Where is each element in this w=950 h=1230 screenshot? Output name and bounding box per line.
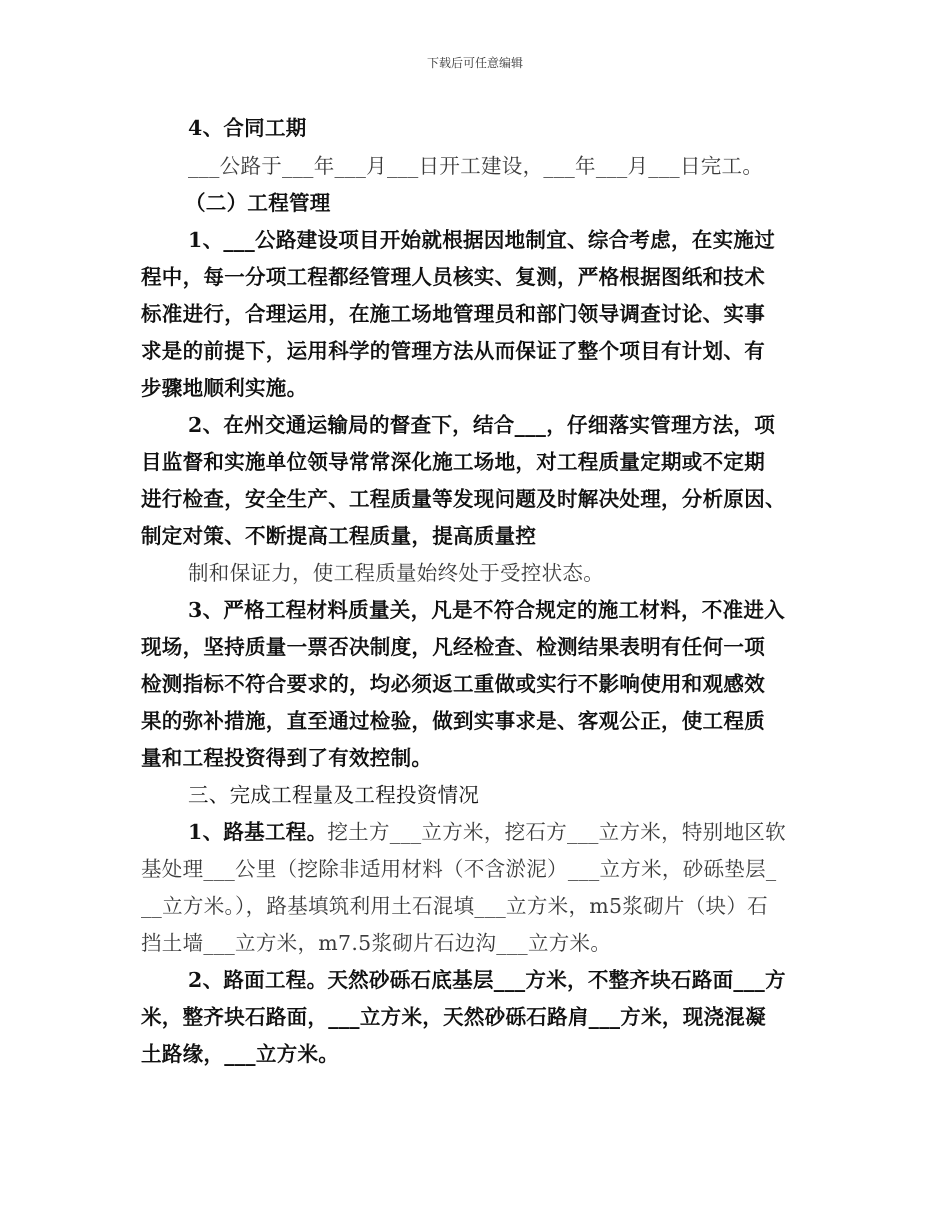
paragraph-line: 基处理___公里（挖除非适用材料（不含淤泥）___立方米，砂砾垫层_ xyxy=(141,857,777,881)
paragraph-line: 进行检查，安全生产、工程质量等发现问题及时解决处理，分析原因、 xyxy=(141,487,786,511)
paragraph-line: 土路缘，___立方米。 xyxy=(141,1042,340,1066)
paragraph-line: 2、路面工程。天然砂砾石底基层___方米，不整齐块石路面___方 xyxy=(188,968,786,992)
paragraph-line: 目监督和实施单位领导常常深化施工场地，对工程质量定期或不定期 xyxy=(141,450,765,474)
paragraph-line: 果的弥补措施，直至通过检验，做到实事求是、客观公正，使工程质 xyxy=(141,709,765,733)
paragraph-line: 制定对策、不断提高工程质量，提高质量控 xyxy=(141,524,537,548)
heading-quantities-investment: 三、完成工程量及工程投资情况 xyxy=(188,783,480,807)
paragraph-line: ___公路于___年___月___日开工建设，___年___月___日完工。 xyxy=(188,154,764,178)
heading-project-management: （二）工程管理 xyxy=(185,191,331,215)
paragraph-text: 挖土方___立方米，挖石方___立方米，特别地区软 xyxy=(327,820,786,844)
paragraph-line: 程中，每一分项工程都经管理人员核实、复测，严格根据图纸和技术 xyxy=(141,265,765,289)
page-header: 下载后可任意编辑 xyxy=(426,56,523,70)
paragraph-line: 标准进行，合理运用，在施工场地管理员和部门领导调查讨论、实事 xyxy=(141,302,765,326)
heading-contract-period: 4、合同工期 xyxy=(188,116,307,140)
paragraph-line xyxy=(188,818,786,846)
paragraph-line: 量和工程投资得到了有效控制。 xyxy=(141,746,433,770)
paragraph-line: 2、在州交通运输局的督查下，结合___，仔细落实管理方法，项 xyxy=(188,413,776,437)
paragraph-line: 3、严格工程材料质量关，凡是不符合规定的施工材料，不准进入 xyxy=(188,598,785,622)
paragraph-line: __立方米。），路基填筑利用土石混填___立方米，m5浆砌片（块）石 xyxy=(141,894,768,918)
paragraph-line: 检测指标不符合要求的，均必须返工重做或实行不影响使用和观感效 xyxy=(141,672,765,696)
paragraph-line: 求是的前提下，运用科学的管理方法从而保证了整个项目有计划、有 xyxy=(141,339,765,363)
subheading-roadbed: 1、路基工程。 xyxy=(188,820,328,844)
paragraph-line: 现场，坚持质量一票否决制度，凡经检查、检测结果表明有任何一项 xyxy=(141,635,765,659)
paragraph-line: 制和保证力，使工程质量始终处于受控状态。 xyxy=(188,561,604,585)
paragraph-line: 挡土墙___立方米，m7.5浆砌片石边沟___立方米。 xyxy=(141,931,612,955)
paragraph-line: 步骤地顺利实施。 xyxy=(141,376,308,400)
paragraph-line: 米，整齐块石路面，___立方米，天然砂砾石路肩___方米，现浇混凝 xyxy=(141,1005,766,1029)
paragraph-line: 1、___公路建设项目开始就根据因地制宜、综合考虑，在实施过 xyxy=(188,228,776,252)
